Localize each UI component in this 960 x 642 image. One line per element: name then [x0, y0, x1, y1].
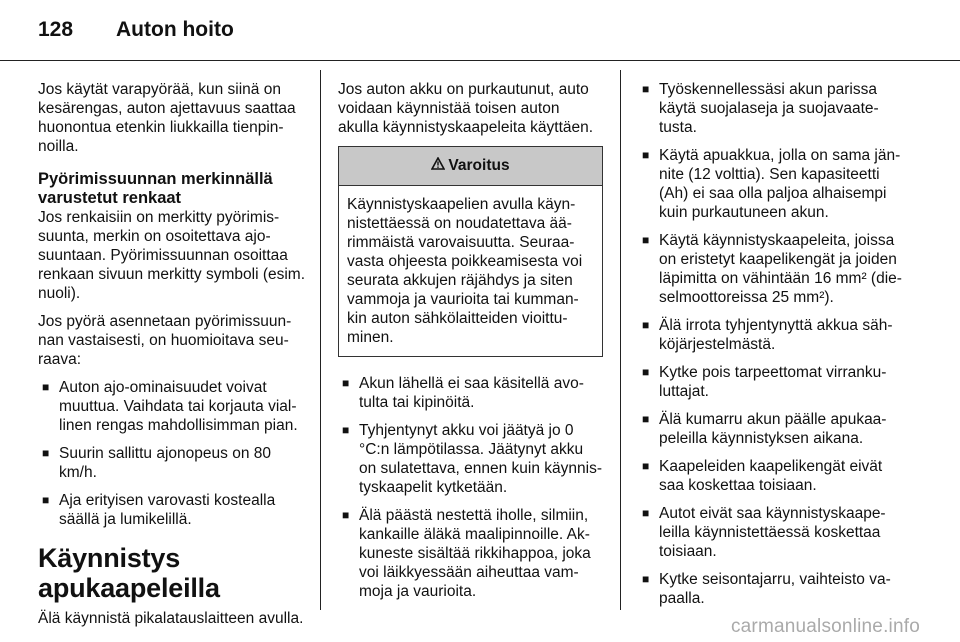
- warning-triangle-icon: [431, 147, 445, 185]
- column-3: [638, 80, 906, 617]
- bullet-icon: ■: [642, 82, 650, 96]
- list-item: ■ Tyhjentynyt akku voi jäätyä jo 0 °C:n lämpötilassa. Jäätynyt akku on sulatettava, ennen kuin käynnis-tyskaapelit kytketään.: [342, 422, 602, 496]
- list-item: ■ Kaapeleiden kaapelikengät eivät saa koskettaa toisiaan.: [642, 458, 883, 494]
- col3-bullet-list: [638, 80, 906, 608]
- list-item: ■ Kytke seisontajarru, vaihteisto va-paalla.: [642, 571, 891, 607]
- list-item: ■ Älä päästä nestettä iholle, silmiin, kankaille äläkä maalipinnoille. Ak-kuneste sisältää rikkihappoa, joka voi läikkyessään aiheuttaa vam-moja ja vaurioita.: [342, 507, 591, 600]
- list-item: ■ Akun lähellä ei saa käsitellä avo-tulta tai kipinöitä.: [342, 375, 584, 411]
- watermark-link[interactable]: carmanualsonline.info: [730, 616, 920, 637]
- spare-wheel-paragraph: Jos käytät varapyörää, kun siinä on kesärengas, auton ajettavuus saattaa huonontua etenkin liukkailla tienpin-noilla.: [38, 81, 296, 155]
- bullet-icon: ■: [642, 412, 650, 426]
- list-item: ■ Auton ajo-ominaisuudet voivat muuttua. Vaihdata tai korjauta vial-linen rengas mahdollisimman pian.: [42, 379, 298, 434]
- main-heading: Käynnistys apukaapeleilla: [38, 543, 220, 603]
- bullet-icon: ■: [642, 148, 650, 162]
- bullet-icon: ■: [642, 318, 650, 332]
- page-number: 128: [38, 18, 74, 41]
- page-header: [38, 18, 234, 42]
- no-fast-charger-paragraph: Älä käynnistä pikalatauslaitteen avulla.: [38, 610, 304, 627]
- header-rule: [0, 60, 960, 61]
- opposite-direction-paragraph: Jos pyörä asennetaan pyörimissuun-nan vastaisesti, on huomioitava seu-raava:: [38, 313, 292, 368]
- column-2: [338, 80, 603, 610]
- bullet-icon: ■: [642, 233, 650, 247]
- list-item: ■ Suurin sallittu ajonopeus on 80 km/h.: [42, 445, 271, 481]
- bullet-icon: ■: [642, 365, 650, 379]
- bullet-icon: ■: [342, 376, 350, 390]
- column-divider-2: [620, 70, 621, 610]
- list-item: ■ Älä irrota tyhjentynyttä akkua säh-köjärjestelmästä.: [642, 317, 893, 353]
- bullet-icon: ■: [642, 459, 650, 473]
- list-item: ■ Käytä apuakkua, jolla on sama jän-nite (12 volttia). Sen kapasiteetti (Ah) ei saa olla paljoa alhaisempi kuin purkautuneen akun.: [642, 147, 901, 221]
- warning-title: Varoitus: [448, 157, 510, 174]
- warning-box: [338, 146, 603, 357]
- col2-bullet-list: [338, 374, 603, 601]
- bullet-icon: ■: [342, 508, 350, 522]
- bullet-icon: ■: [642, 506, 650, 520]
- bullet-icon: ■: [42, 446, 50, 460]
- column-1: [38, 80, 308, 637]
- column-divider-1: [320, 70, 321, 610]
- list-item: ■ Työskennellessäsi akun parissa käytä suojalaseja ja suojavaate-tusta.: [642, 81, 879, 136]
- bullet-icon: ■: [642, 572, 650, 586]
- page-title: Auton hoito: [116, 18, 234, 41]
- direction-paragraph: Jos renkaisiin on merkitty pyörimis-suunta, merkin on osoitettava ajo-suuntaan. Pyörimissuunnan osoittaa renkaan sivuun merkitty symboli (esim. nuoli).: [38, 209, 306, 302]
- col1-bullet-list: [38, 378, 308, 529]
- bullet-icon: ■: [342, 423, 350, 437]
- warning-body: Käynnistyskaapelien avulla käyn-nistettäessä on noudatettava ää-rimmäistä varovaisuutta. Seuraa-vasta ohjeesta poikkeamisesta voi seurata akkujen räjähdys ja siten vammoja ja vaurioita tai kumman-kin auton sähkölaitteiden vioittu-minen.: [347, 196, 583, 346]
- list-item: ■ Käytä käynnistyskaapeleita, joissa on eristetyt kaapelikengät ja joiden läpimitta on vähintään 16 mm² (die-selmoottoreissa 25 mm²).: [642, 232, 902, 306]
- warning-header: [339, 147, 602, 186]
- list-item: ■ Älä kumarru akun päälle apukaa-peleilla käynnistyksen aikana.: [642, 411, 887, 447]
- bullet-icon: ■: [42, 493, 50, 507]
- list-item: ■ Kytke pois tarpeettomat virranku-luttajat.: [642, 364, 887, 400]
- list-item: ■ Autot eivät saa käynnistyskaape-leilla käynnistettäessä koskettaa toisiaan.: [642, 505, 886, 560]
- bullet-icon: ■: [42, 380, 50, 394]
- list-item: ■ Aja erityisen varovasti kostealla säällä ja lumikelillä.: [42, 492, 276, 528]
- section-heading: Pyörimissuunnan merkinnällä varustetut renkaat: [38, 170, 273, 207]
- jump-start-intro: Jos auton akku on purkautunut, auto voidaan käynnistää toisen auton akulla käynnistyskaapeleita käyttäen.: [338, 81, 594, 136]
